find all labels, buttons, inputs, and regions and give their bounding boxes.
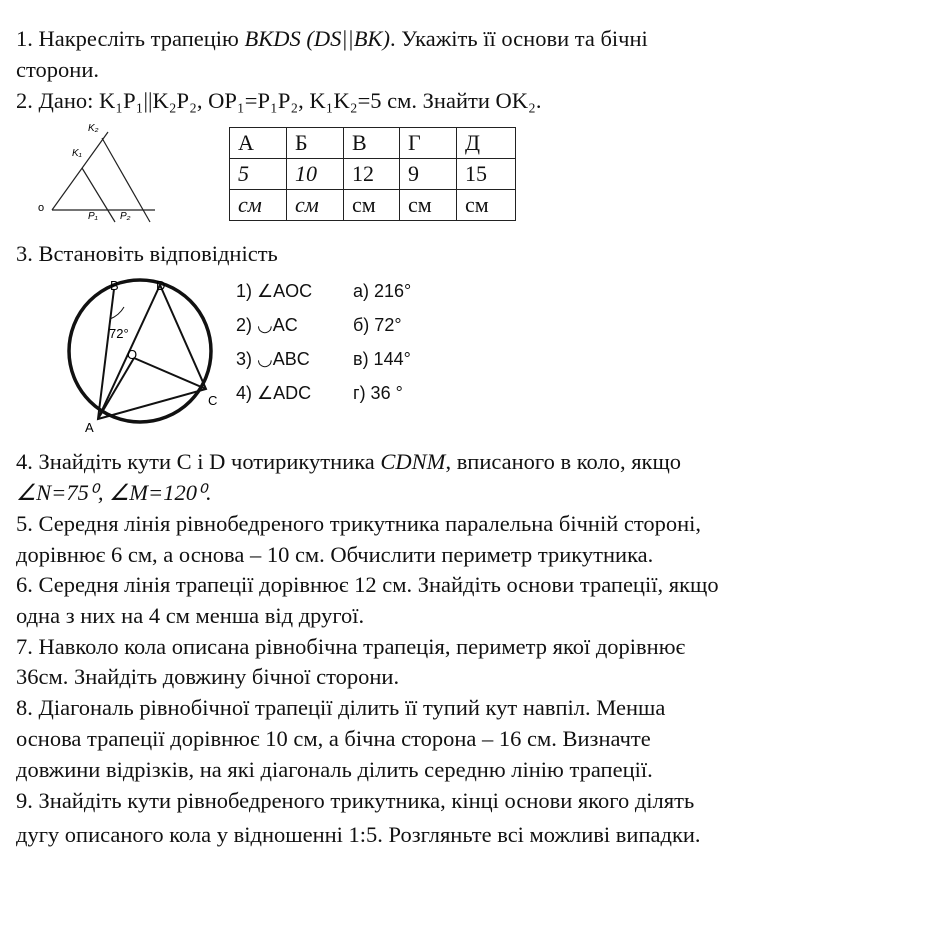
answer-unit: см <box>344 190 400 221</box>
svg-text:K₂: K₂ <box>88 123 99 134</box>
task-5-line-2: дорівнює 6 см, а основа – 10 см. Обчислити периметр трикутника. <box>16 542 654 567</box>
task-4-line-1: 4. Знайдіть кути C і D чотирикутника CDNM, вписаного в коло, якщо <box>16 449 682 474</box>
svg-text:D: D <box>156 278 166 293</box>
trapezoid-name: BKDS (DS||BK) <box>244 26 390 51</box>
matching-right-column <box>353 274 411 410</box>
answer-table <box>229 127 516 221</box>
answer-value: 10 <box>287 159 344 190</box>
answer-header-g: Г <box>400 128 457 159</box>
task-1-line-2: сторони. <box>16 57 99 82</box>
task-2-text: 2. Дано: K₁P₁||K₂P₂, OP₁=P₁P₂, K₁K₂=5 см. Знайти OK₂. <box>16 88 542 113</box>
svg-text:P₂: P₂ <box>120 211 131 222</box>
task-4-line-2: ∠N=75⁰, ∠M=120⁰. <box>16 480 212 505</box>
answer-header-a: А <box>230 128 287 159</box>
answer-value: 15 <box>457 159 516 190</box>
quadrilateral-name: CDNM <box>380 449 446 474</box>
matching-left-item: 3) ◡ABC <box>236 349 310 369</box>
task-6-line-2: одна з них на 4 см менша від другої. <box>16 603 365 628</box>
svg-text:P₁: P₁ <box>88 211 98 222</box>
svg-text:O: O <box>127 347 138 362</box>
task-5-line-1: 5. Середня лінія рівнобедреного трикутника паралельна бічній стороні, <box>16 511 702 536</box>
task-8-line-2: основа трапеції дорівнює 10 см, а бічна сторона – 16 см. Визначте <box>16 726 651 751</box>
answer-value: 5 <box>230 159 287 190</box>
svg-text:o: o <box>38 202 45 214</box>
answer-unit: см <box>287 190 344 221</box>
matching-left-item: 4) ∠ADC <box>236 383 312 403</box>
task-6-line-1: 6. Середня лінія трапеції дорівнює 12 см. Знайдіть основи трапеції, якщо <box>16 572 719 597</box>
answer-value: 12 <box>344 159 400 190</box>
matching-right-item: а) 216° <box>353 281 412 301</box>
svg-text:72°: 72° <box>109 326 129 341</box>
figure-task-2 <box>30 118 170 223</box>
task-7-line-2: 36см. Знайдіть довжину бічної сторони. <box>16 664 400 689</box>
answer-value: 9 <box>400 159 457 190</box>
task-9-line-1: 9. Знайдіть кути рівнобедреного трикутника, кінці основи якого ділять <box>16 788 695 813</box>
answer-unit: см <box>230 190 287 221</box>
svg-text:K₁: K₁ <box>72 148 82 159</box>
figure-task-3 <box>60 274 230 439</box>
answer-header-b: Б <box>287 128 344 159</box>
task-9-line-2: дугу описаного кола у відношенні 1:5. Розгляньте всі можливі випадки. <box>16 822 701 847</box>
answer-header-v: В <box>344 128 400 159</box>
svg-text:A: A <box>85 420 94 435</box>
task-8-line-3: довжини відрізків, на які діагональ ділить середню лінію трапеції. <box>16 757 653 782</box>
task-3-text: 3. Встановіть відповідність <box>16 241 278 266</box>
answer-header-d: Д <box>457 128 516 159</box>
matching-right-item: б) 72° <box>353 315 402 335</box>
task-8-line-1: 8. Діагональ рівнобічної трапеції ділить її тупий кут навпіл. Менша <box>16 695 666 720</box>
svg-text:C: C <box>208 393 218 408</box>
answer-unit: см <box>400 190 457 221</box>
matching-right-item: г) 36 ° <box>353 383 403 403</box>
task-7-line-1: 7. Навколо кола описана рівнобічна трапеція, периметр якої дорівнює <box>16 634 686 659</box>
matching-right-item: в) 144° <box>353 349 411 369</box>
matching-left-column <box>236 274 312 410</box>
matching-left-item: 1) ∠AOC <box>236 281 313 301</box>
matching-left-item: 2) ◡AC <box>236 315 298 335</box>
svg-text:B: B <box>110 278 119 293</box>
task-1-line-1: 1. Накресліть трапецію BKDS (DS||BK). Укажіть її основи та бічні <box>16 26 648 51</box>
answer-unit: см <box>457 190 516 221</box>
